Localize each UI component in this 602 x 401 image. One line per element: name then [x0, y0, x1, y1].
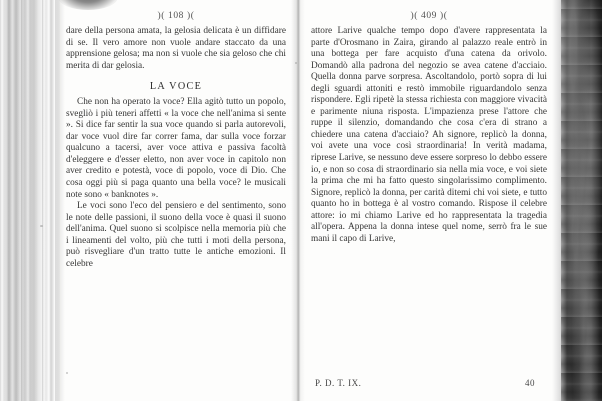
paragraph: attore Larive qualche tempo dopo d'avere rappresentata la parte d'Orosmano in Zaira, girando al palazzo reale entrò in una bottega per fare acquisto d'una catena da orivolo. Domandò alla padrona del negozio se avea catene d'acciaio. Quella donna parve sorpresa. Ascoltandolo, portò sopra di lui degli sguardi attoniti e restò immobile riguardandolo senza rispondere. Egli ripetè la stessa richiesta con maggiore vivacità e parimente niuna risposta. L'impazienza prese l'attore che ruppe il silenzio, domandando che cosa c'era di strano a chiedere una catena d'acciaio? Ah signore, replicò la donna, voi avete una voce così straordinaria! In verità madama, riprese Larive, se nessuno deve essere sorpreso lo debbo essere io, e non so cosa di straordinario sia nella mia voce, e voi siete la prima che mi ha fatto questo singolarissimo complimento. Signore, replicò la donna, per carità ditemi chi voi siete, e tutto quanto ho in bottega è al vostro comando. Rispose il celebre attore: io mi chiamo Larive ed ho rappresentata la tragedia all'opera. Appena la donna intese quel nome, serrò fra le sue mani il capo di Larive,: [311, 26, 547, 244]
left-page-folio: )( 108 )(: [157, 11, 195, 21]
left-page-body-2: [60, 97, 292, 270]
right-page-body: [305, 26, 553, 245]
left-page: [60, 0, 292, 401]
paragraph: Che non ha operato la voce? Ella agitò tutto un popolo, svegliò i più teneri affetti « la voce che nell'anima si sente ». Si dice far sentir la sua voce quando si parla autorevoli, dar voce vuol dire far correr fama, dar sulla voce forzar qualcuno a tacersi, aver voce attiva e passiva facoltà d'eleggere e d'esser eletto, non aver voce in capitolo non aver credito e potestà, voce di popolo, voce di Dio. Che cosa oggi più si paga quanto una bella voce? le musicali note sono « banknotes ».: [66, 97, 286, 200]
paragraph-continued: dare della persona amata, la gelosia delicata è un diffidare di se. Il vero amore non vuole andare staccato da una apprensione gelosa; ma non si vuole che sia geloso che chi merita di dar gelosia.: [66, 26, 286, 71]
colophon: [311, 378, 553, 388]
scan-speck: [40, 225, 43, 227]
paragraph: Le voci sono l'eco del pensiero e del sentimento, sono le note delle passioni, il suono della voce è quasi il suono dell'anima. Quel suono si scolpisce nella memoria più che i lineamenti del volto, più che tutti i moti della persona, può risvegliare d'un tratto tutte le antiche emozioni. Il celebre: [66, 201, 286, 269]
colophon-signature: P. D. T. IX.: [315, 378, 362, 388]
colophon-page-number: 40: [525, 378, 535, 388]
section-heading-la-voce: LA VOCE: [149, 81, 203, 93]
book-spine-streaks: [0, 0, 60, 401]
right-page-folio: )( 409 )(: [410, 11, 448, 21]
left-page-body: [60, 26, 292, 72]
book-edge-texture: [561, 0, 602, 401]
right-page-edge: [552, 0, 561, 401]
scan-speck: [295, 62, 297, 64]
right-page: [305, 0, 553, 401]
page-gutter-shadow: [291, 0, 305, 401]
